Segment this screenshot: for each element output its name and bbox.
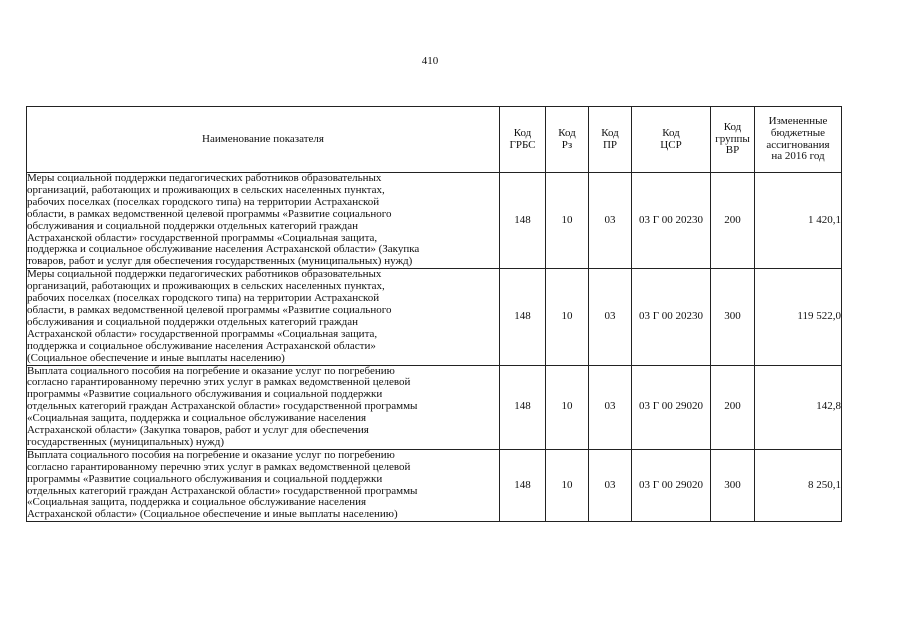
grbs-code: 148 bbox=[500, 365, 546, 449]
pr-code: 03 bbox=[589, 365, 632, 449]
header-row bbox=[27, 107, 842, 173]
header-vr-line: ВР bbox=[725, 144, 740, 157]
indicator-name bbox=[27, 173, 500, 269]
header-grbs bbox=[500, 107, 546, 173]
name-line: программы «Развитие социального обслуживания и социальной поддержки bbox=[27, 472, 383, 485]
csr-code: 03 Г 00 20230 bbox=[632, 173, 711, 269]
pr-code: 03 bbox=[589, 449, 632, 521]
name-line: Выплата социального пособия на погребение и оказание услуг по погребению bbox=[27, 448, 395, 461]
header-amount-line: ассигнования bbox=[766, 138, 830, 151]
csr-code: 03 Г 00 29020 bbox=[632, 449, 711, 521]
grbs-code: 148 bbox=[500, 269, 546, 365]
rz-code: 10 bbox=[546, 365, 589, 449]
header-csr bbox=[632, 107, 711, 173]
grbs-code: 148 bbox=[500, 449, 546, 521]
name-line: организаций, работающих и проживающих в сельских населенных пунктах, bbox=[27, 280, 385, 293]
indicator-name bbox=[27, 365, 500, 449]
name-line: «Социальная защита, поддержка и социальное обслуживание населения bbox=[27, 496, 367, 509]
pr-code: 03 bbox=[589, 173, 632, 269]
table-row bbox=[27, 365, 842, 449]
name-line: программы «Развитие социального обслуживания и социальной поддержки bbox=[27, 388, 383, 401]
csr-code: 03 Г 00 29020 bbox=[632, 365, 711, 449]
rz-code: 10 bbox=[546, 173, 589, 269]
vr-code: 200 bbox=[711, 173, 755, 269]
name-line: рабочих поселках (поселках городского типа) на территории Астраханской bbox=[27, 292, 380, 305]
name-line: Астраханской области» государственной программы «Социальная защита, bbox=[27, 327, 378, 340]
header-csr-line: ЦСР bbox=[660, 138, 682, 151]
table-row bbox=[27, 269, 842, 365]
header-pr-line: ПР bbox=[602, 138, 618, 151]
name-line: обслуживания и социальной поддержки отдельных категорий граждан bbox=[27, 219, 358, 232]
header-rz bbox=[546, 107, 589, 173]
rz-code: 10 bbox=[546, 449, 589, 521]
header-vr-line: группы bbox=[715, 132, 750, 145]
header-pr-line: Код bbox=[601, 126, 619, 139]
grbs-code: 148 bbox=[500, 173, 546, 269]
header-amount bbox=[755, 107, 842, 173]
name-line: Выплата социального пособия на погребение и оказание услуг по погребению bbox=[27, 364, 395, 377]
name-line: отдельных категорий граждан Астраханской области» государственной программы bbox=[27, 400, 418, 413]
header-grbs-line: Код bbox=[513, 126, 532, 139]
header-vr-line: Код bbox=[723, 120, 742, 133]
vr-code: 300 bbox=[711, 449, 755, 521]
vr-code: 200 bbox=[711, 365, 755, 449]
table-row bbox=[27, 173, 842, 269]
pr-code: 03 bbox=[589, 269, 632, 365]
indicator-name bbox=[27, 449, 500, 521]
header-vr bbox=[711, 107, 755, 173]
header-name: Наименование показателя bbox=[27, 107, 500, 173]
header-grbs-line: ГРБС bbox=[509, 138, 536, 151]
name-line: Астраханской области» (Закупка товаров, работ и услуг для обеспечения bbox=[27, 424, 369, 437]
indicator-name bbox=[27, 269, 500, 365]
header-amount-line: бюджетные bbox=[770, 126, 826, 139]
name-line: организаций, работающих и проживающих в сельских населенных пунктах, bbox=[27, 183, 385, 196]
name-line: товаров, работ и услуг для обеспечения государственных (муниципальных) нужд) bbox=[27, 255, 413, 268]
header-rz-line: Код bbox=[558, 126, 576, 139]
name-line: Астраханской области» (Социальное обеспечение и иные выплаты населению) bbox=[27, 508, 398, 521]
name-line: согласно гарантированному перечню этих услуг в рамках ведомственной целевой bbox=[27, 376, 411, 389]
header-csr-line: Код bbox=[662, 126, 680, 139]
page-number: 410 bbox=[421, 55, 439, 67]
name-line: Меры социальной поддержки педагогических работников образовательных bbox=[27, 268, 382, 281]
name-line: (Социальное обеспечение и иные выплаты населению) bbox=[27, 351, 285, 364]
name-line: Астраханской области» государственной программы «Социальная защита, bbox=[27, 231, 378, 244]
amount-value: 1 420,1 bbox=[755, 173, 842, 269]
csr-code: 03 Г 00 20230 bbox=[632, 269, 711, 365]
name-line: «Социальная защита, поддержка и социальное обслуживание населения bbox=[27, 412, 367, 425]
amount-value: 8 250,1 bbox=[755, 449, 842, 521]
table-row bbox=[27, 449, 842, 521]
header-amount-line: на 2016 год bbox=[771, 150, 825, 163]
name-line: области, в рамках ведомственной целевой программы «Развитие социального bbox=[27, 207, 392, 220]
header-pr bbox=[589, 107, 632, 173]
budget-table bbox=[26, 106, 842, 522]
amount-value: 142,8 bbox=[755, 365, 842, 449]
name-line: обслуживания и социальной поддержки отдельных категорий граждан bbox=[27, 315, 358, 328]
name-line: отдельных категорий граждан Астраханской области» государственной программы bbox=[27, 484, 418, 497]
header-rz-line: Рз bbox=[561, 138, 573, 151]
name-line: поддержка и социальное обслуживание населения Астраханской области» (Закупка bbox=[27, 243, 420, 256]
name-line: согласно гарантированному перечню этих услуг в рамках ведомственной целевой bbox=[27, 460, 411, 473]
rz-code: 10 bbox=[546, 269, 589, 365]
amount-value: 119 522,0 bbox=[755, 269, 842, 365]
header-amount-line: Измененные bbox=[768, 114, 828, 127]
name-line: поддержка и социальное обслуживание населения Астраханской области» bbox=[27, 339, 376, 352]
name-line: области, в рамках ведомственной целевой программы «Развитие социального bbox=[27, 303, 392, 316]
name-line: государственных (муниципальных) нужд) bbox=[27, 435, 224, 448]
name-line: Меры социальной поддержки педагогических работников образовательных bbox=[27, 172, 382, 184]
name-line: рабочих поселках (поселках городского типа) на территории Астраханской bbox=[27, 195, 380, 208]
vr-code: 300 bbox=[711, 269, 755, 365]
